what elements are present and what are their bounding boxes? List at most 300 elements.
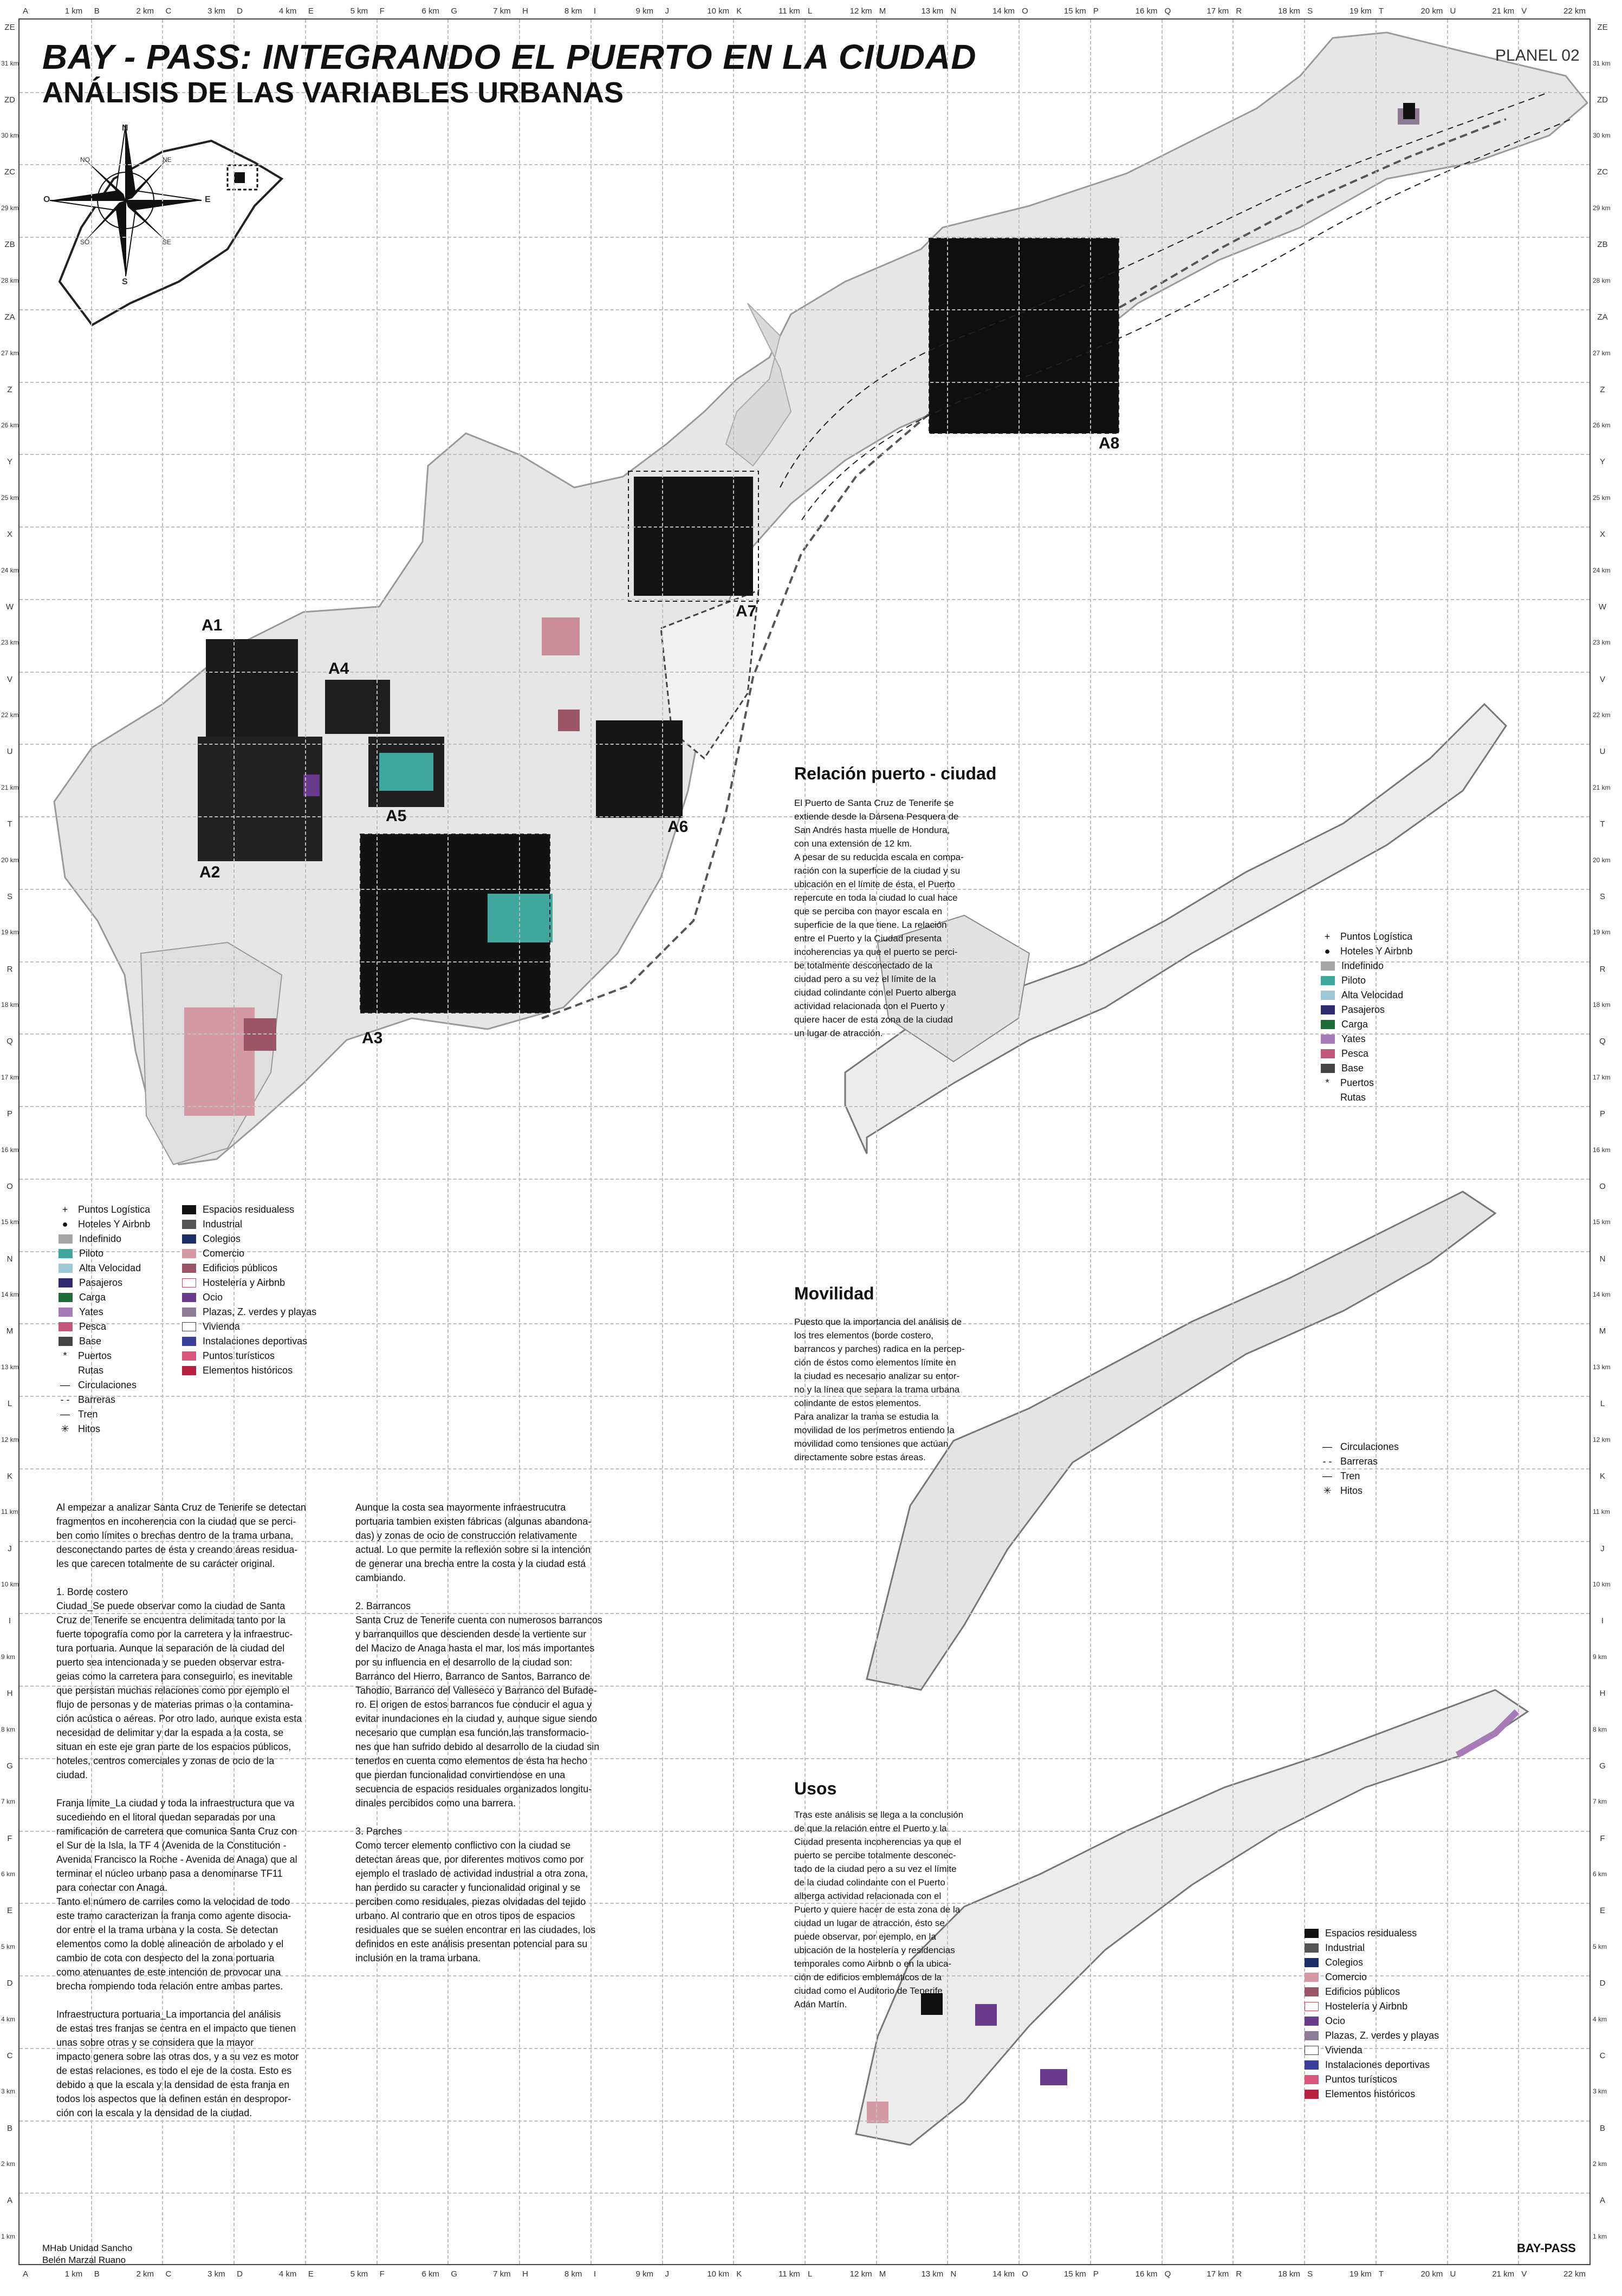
grid-row-km-left: 12 km xyxy=(1,1435,19,1443)
legend-label: Comercio xyxy=(1325,1972,1367,1982)
legend-label: Edificios públicos xyxy=(1325,1986,1400,1997)
section-usos-text: Tras este análisis se llega a la conclusión de que la relación entre el Puerto y la Ciudad presenta incoherencias ya que el puerto se percibe totalmente desconec- tado de la ciudad pero a su vez el límite de la ciudad colindante con el Puerto alberga actividad relacionada con el Puerto y quiere hacer de esta zona de la ciudad un lugar de atracción, ésto se puede observar, por ejemplo, en la ubicación de la hostelería y residencias temporales como Airbnb o en la ubica- ción de edificios emblemáticos de la ciudad como el Auditorio de Tenerife Adán Martín. xyxy=(794,1810,964,2009)
legend-label: Hitos xyxy=(1340,1485,1363,1496)
grid-col-letter-bottom: O xyxy=(1022,2269,1028,2279)
grid-row-km-right: 27 km xyxy=(1593,349,1611,357)
compass-label-no: NO xyxy=(80,156,90,164)
grid-line-horizontal xyxy=(20,599,1589,600)
area-label-a6: A6 xyxy=(667,818,689,836)
grid-row-km-left: 19 km xyxy=(1,928,19,936)
panel-id: PLANEL 02 xyxy=(1495,47,1580,64)
legend-symbol: — xyxy=(60,1380,70,1390)
grid-row-letter-right: H xyxy=(1599,1689,1606,1699)
author-2: Belén Marzal Ruano xyxy=(42,2255,126,2265)
legend-swatch xyxy=(182,1337,196,1346)
grid-row-km-left: 21 km xyxy=(1,783,19,791)
legend-swatch xyxy=(1305,2046,1319,2055)
grid-col-letter-top: O xyxy=(1022,6,1028,16)
legend-entry xyxy=(1321,929,1412,944)
legend-symbol: + xyxy=(1324,931,1331,942)
legend-entry xyxy=(1305,1970,1439,1985)
grid-km-label-top: 14 km xyxy=(992,6,1015,16)
grid-km-label-top: 10 km xyxy=(707,6,730,16)
grid-row-km-right: 4 km xyxy=(1593,2015,1607,2023)
compass-label-n: N xyxy=(122,123,128,133)
grid-km-label-bottom: 4 km xyxy=(278,2269,297,2279)
legend-entry xyxy=(59,1246,150,1261)
grid-row-letter-right: T xyxy=(1600,819,1605,829)
grid-km-label-bottom: 1 km xyxy=(64,2269,83,2279)
grid-row-letter-left: G xyxy=(7,1761,13,1771)
legend-entry xyxy=(182,1349,316,1363)
grid-km-label-bottom: 10 km xyxy=(707,2269,730,2279)
grid-row-letter-left: A xyxy=(7,2196,12,2206)
grid-col-letter-bottom: K xyxy=(736,2269,742,2279)
area-label-a3: A3 xyxy=(362,1029,383,1047)
grid-row-letter-left: P xyxy=(7,1109,12,1119)
legend-entry xyxy=(182,1305,316,1319)
grid-row-letter-left: D xyxy=(7,1979,13,1988)
legend-swatch xyxy=(1321,1020,1335,1029)
area-label-a7: A7 xyxy=(736,602,757,620)
legend-label: Barreras xyxy=(1340,1456,1378,1467)
legend-entry xyxy=(59,1202,150,1217)
grid-col-letter-top: L xyxy=(808,6,813,16)
grid-line-vertical xyxy=(733,19,734,2264)
grid-row-km-left: 25 km xyxy=(1,494,19,502)
legend-swatch xyxy=(1305,1973,1319,1982)
grid-row-km-left: 24 km xyxy=(1,566,19,574)
grid-line-horizontal xyxy=(20,164,1589,165)
legend-label: Instalaciones deportivas xyxy=(203,1336,308,1347)
grid-row-km-left: 10 km xyxy=(1,1580,19,1589)
legend-entry xyxy=(59,1276,150,1290)
grid-col-letter-bottom: C xyxy=(165,2269,172,2279)
grid-row-km-right: 14 km xyxy=(1593,1291,1611,1299)
grid-col-letter-top: R xyxy=(1236,6,1242,16)
legend-entry xyxy=(1321,944,1412,959)
grid-row-km-left: 28 km xyxy=(1,276,19,284)
grid-row-km-left: 2 km xyxy=(1,2160,16,2168)
grid-line-vertical xyxy=(1162,19,1163,2264)
legend-swatch xyxy=(1305,2060,1319,2070)
grid-row-letter-right: O xyxy=(1599,1181,1606,1191)
grid-km-label-bottom: 21 km xyxy=(1492,2269,1515,2279)
legend-entry xyxy=(59,1319,150,1334)
grid-col-letter-bottom: I xyxy=(593,2269,596,2279)
grid-row-letter-right: ZE xyxy=(1597,23,1608,32)
legend-swatch xyxy=(1305,2031,1319,2040)
grid-row-letter-right: D xyxy=(1599,1979,1606,1988)
legend-entry xyxy=(1321,1061,1412,1076)
legend-swatch xyxy=(59,1249,73,1258)
legend-swatch xyxy=(182,1308,196,1317)
legend-label: Edificios públicos xyxy=(203,1263,278,1273)
grid-row-km-left: 6 km xyxy=(1,1870,16,1878)
grid-row-letter-left: H xyxy=(7,1689,13,1699)
grid-row-letter-left: ZC xyxy=(4,167,15,177)
legend-entry xyxy=(1321,988,1412,1003)
legend-symbol: - - xyxy=(60,1394,70,1405)
grid-row-km-left: 18 km xyxy=(1,1001,19,1009)
legend-symbol: * xyxy=(1325,1077,1329,1088)
grid-row-letter-left: Y xyxy=(7,457,12,467)
legend-swatch xyxy=(182,1278,196,1287)
grid-row-km-right: 20 km xyxy=(1593,856,1611,864)
legend-swatch xyxy=(182,1366,196,1375)
grid-row-letter-right: M xyxy=(1599,1326,1606,1336)
legend-label: Ocio xyxy=(203,1292,223,1303)
legend-label: Puertos xyxy=(1340,1077,1374,1088)
grid-line-horizontal xyxy=(20,526,1589,528)
grid-row-km-right: 2 km xyxy=(1593,2160,1607,2168)
grid-col-letter-top: I xyxy=(593,6,596,16)
grid-col-letter-top: P xyxy=(1093,6,1099,16)
grid-line-horizontal xyxy=(20,1106,1589,1107)
grid-col-letter-top: U xyxy=(1450,6,1456,16)
grid-row-letter-left: B xyxy=(7,2123,12,2133)
legend-swatch xyxy=(1305,1929,1319,1938)
legend-entry xyxy=(1321,1484,1399,1498)
grid-km-label-bottom: 5 km xyxy=(350,2269,368,2279)
grid-row-km-right: 7 km xyxy=(1593,1798,1607,1806)
grid-row-letter-right: X xyxy=(1599,530,1605,539)
legend-swatch xyxy=(1305,2090,1319,2099)
section-movilidad-text: Puesto que la importancia del análisis de los tres elementos (borde costero, barrancos y parches) radica en la percep- ción de éstos como elementos límite en la ciudad es necesario analizar su entor- no y la línea que separa la trama urbana colindante de estos elementos. Para analizar la trama se estudia la movilidad de los perímetros entiendo la movilidad como tensiones que actúan directamente sobre estas áreas. xyxy=(794,1317,965,1462)
legend-label: Espacios residualess xyxy=(203,1204,295,1215)
brand-mark: BAY-PASS xyxy=(1517,2241,1576,2255)
grid-row-km-left: 17 km xyxy=(1,1073,19,1081)
grid-col-letter-bottom: A xyxy=(23,2269,29,2279)
legend-label: Tren xyxy=(78,1409,98,1420)
grid-km-label-top: 11 km xyxy=(778,6,800,16)
legend-label: Plazas, Z. verdes y playas xyxy=(203,1306,317,1317)
legend-swatch xyxy=(59,1264,73,1273)
grid-row-km-left: 22 km xyxy=(1,711,19,719)
grid-km-label-top: 13 km xyxy=(921,6,944,16)
legend-swatch xyxy=(1321,976,1335,985)
grid-row-km-left: 31 km xyxy=(1,59,19,67)
grid-km-label-top: 17 km xyxy=(1206,6,1229,16)
area-label-a8: A8 xyxy=(1099,434,1120,452)
grid-km-label-top: 22 km xyxy=(1563,6,1586,16)
legend-swatch xyxy=(1305,1958,1319,1967)
grid-col-letter-top: H xyxy=(522,6,528,16)
grid-line-vertical xyxy=(1018,19,1020,2264)
grid-km-label-bottom: 15 km xyxy=(1063,2269,1086,2279)
legend-swatch xyxy=(1305,2002,1319,2011)
grid-line-horizontal xyxy=(20,454,1589,455)
grid-km-label-bottom: 16 km xyxy=(1135,2269,1158,2279)
grid-row-letter-left: E xyxy=(7,1906,12,1916)
legend-swatch xyxy=(1305,1987,1319,1996)
grid-row-letter-right: R xyxy=(1599,964,1606,974)
legend-label: Tren xyxy=(1340,1471,1360,1481)
legend-label: Comercio xyxy=(203,1248,245,1259)
legend-label: Rutas xyxy=(78,1365,104,1376)
grid-row-letter-left: L xyxy=(7,1399,12,1409)
legend-swatch xyxy=(1321,991,1335,1000)
grid-row-letter-left: R xyxy=(7,964,13,974)
legend-label: Rutas xyxy=(1340,1092,1366,1103)
legend-label: Instalaciones deportivas xyxy=(1325,2059,1430,2070)
legend-swatch xyxy=(1321,961,1335,971)
grid-col-letter-top: T xyxy=(1378,6,1384,16)
legend-entry xyxy=(1305,2014,1439,2028)
compass-label-e: E xyxy=(205,195,211,204)
legend-entry xyxy=(1321,1046,1412,1061)
legend-swatch xyxy=(182,1220,196,1229)
grid-row-letter-right: Y xyxy=(1599,457,1605,467)
grid-row-km-right: 31 km xyxy=(1593,59,1611,67)
section-movilidad-heading: Movilidad xyxy=(794,1284,874,1303)
legend-label: Puntos Logística xyxy=(78,1204,151,1215)
grid-row-km-right: 6 km xyxy=(1593,1870,1607,1878)
legend-label: Barreras xyxy=(78,1394,116,1405)
grid-km-label-bottom: 17 km xyxy=(1206,2269,1229,2279)
grid-line-horizontal xyxy=(20,2121,1589,2122)
legend-entry xyxy=(59,1334,150,1349)
grid-row-letter-right: N xyxy=(1599,1254,1606,1264)
legend-entry xyxy=(59,1305,150,1319)
legend-label: Circulaciones xyxy=(78,1380,137,1390)
grid-row-km-right: 13 km xyxy=(1593,1363,1611,1371)
grid-row-km-left: 27 km xyxy=(1,349,19,357)
legend-port-relacion xyxy=(1321,929,1412,1105)
legend-label: Colegios xyxy=(1325,1957,1364,1968)
grid-row-letter-right: S xyxy=(1599,892,1605,901)
legend-label: Base xyxy=(79,1336,102,1347)
legend-swatch xyxy=(1321,1049,1335,1058)
section-relacion-text: El Puerto de Santa Cruz de Tenerife se extiende desde la Dársena Pesquera de San Andrés hasta muelle de Hondura, con una extensión de 12 km. A pesar de su reducida escala en compa- ración con la superficie de la ciudad y su ubicación en el límite de ésta, el Puerto repercute en toda la ciudad lo cual hace que se perciba con mayor escala en superficie de la que tiene. La relación entre el Puerto y la Ciudad presenta incoherencias ya que el puerto se perci- be totalmente desconectado de la ciudad pero a su vez el límite de la ciudad colindante con el Puerto alberga actividad relacionada con el Puerto y quiere hacer de esta zona de la ciudad un lugar de atracción. xyxy=(794,798,964,1038)
legend-symbol: ● xyxy=(1324,946,1331,957)
legend-swatch xyxy=(182,1234,196,1244)
legend-entry xyxy=(59,1232,150,1246)
legend-entry xyxy=(1305,1941,1439,1955)
legend-entry xyxy=(1321,1454,1399,1469)
grid-col-letter-bottom: M xyxy=(879,2269,886,2279)
legend-label: Hitos xyxy=(78,1423,101,1434)
body-text-left: Al empezar a analizar Santa Cruz de Tenerife se detectan fragmentos en incoherencia con la ciudad que se perci- ben como límites o brechas dentro de la trama urbana, desconectando partes de ésta y creando áreas residua- les que carecen totalmente de su carácter original. 1. Borde costero Ciudad_Se puede observar como la ciudad de Santa Cruz de Tenerife se encuentra delimitada tanto por la fuerte topografía como por la carretera y la infraestruc- tura portuaria. Aunque la separación de la ciudad del puerto sea intencionada y se pueden observar estra- geias como la carretera para conseguirlo, es inevitable que persistan muchas relaciones como por ejemplo el flujo de personas y de materias primas o la contamina- ción acústica o aéreas. Por otro lado, aunque exista esta necesidad de delimitar y dar la espada a la costa, se situan en este eje gran parte de los espacios públicos, hoteles, centros comerciales y zonas de ocio de la ciudad. Franja límite_La ciudad y toda la infraestructura que va sucediendo en el litoral quedan separadas por una ramificación de carretera que comunica Santa Cruz con el Sur de la Isla, la TF 4 (Avenida de la Constitución - Avenida Francisco la Roche - Avenida de Anaga) que al terminar el núcleo urbano pasa a denominarse TF11 para conectar con Anaga. Tanto el número de carriles como la velocidad de todo este tramo caracterizan la franja como agente disocia- dor entre el la trama urbana y la costa. Se detectan elementos como la doble alineación de arbolado y el cambio de cota con despecto del la zona portuaria como atenuantes de este intención de provocar una brecha rompiendo toda relación entre ambas partes. Infraestructura portuaria_La importancia del análisis de estas tres franjas se centra en el impacto que tienen unas sobre otras y se considera que la mayor impacto genera sobre las otras dos, y a su vez es motor de estas relaciones, es todo el eje de la costa. Esto es debido a que la escala y la densidad de esta franja en todos los aspectos que la definen están en despropor- ción con la escala y la densidad de la ciudad. xyxy=(56,1502,306,2118)
legend-symbol: - - xyxy=(1322,1456,1332,1467)
legend-label: Indefinido xyxy=(79,1233,122,1244)
grid-row-km-right: 8 km xyxy=(1593,1725,1607,1733)
grid-col-letter-bottom: T xyxy=(1378,2269,1384,2279)
grid-km-label-bottom: 6 km xyxy=(421,2269,439,2279)
grid-row-letter-left: C xyxy=(7,2051,13,2060)
grid-km-label-bottom: 13 km xyxy=(921,2269,944,2279)
legend-entry xyxy=(182,1276,316,1290)
grid-row-letter-right: G xyxy=(1599,1761,1606,1771)
grid-col-letter-bottom: U xyxy=(1450,2269,1456,2279)
grid-line-horizontal xyxy=(20,309,1589,310)
grid-col-letter-top: A xyxy=(23,6,29,16)
legend-mobility-main xyxy=(59,1378,137,1436)
grid-row-km-left: 29 km xyxy=(1,204,19,212)
legend-entry xyxy=(59,1290,150,1305)
grid-row-km-left: 15 km xyxy=(1,1218,19,1226)
grid-row-km-right: 16 km xyxy=(1593,1146,1611,1154)
grid-row-letter-right: ZD xyxy=(1597,95,1608,105)
grid-row-km-right: 19 km xyxy=(1593,928,1611,936)
grid-row-km-left: 16 km xyxy=(1,1146,19,1154)
grid-km-label-top: 16 km xyxy=(1135,6,1158,16)
legend-symbol: * xyxy=(63,1350,67,1361)
grid-row-letter-left: Z xyxy=(7,385,12,394)
grid-line-horizontal xyxy=(20,672,1589,673)
grid-row-letter-left: V xyxy=(7,674,12,684)
grid-row-letter-left: ZA xyxy=(4,312,15,322)
grid-row-letter-right: F xyxy=(1600,1833,1605,1843)
legend-symbol: ✳ xyxy=(61,1423,69,1434)
legend-label: Vivienda xyxy=(203,1321,240,1332)
legend-entry xyxy=(182,1232,316,1246)
legend-label: Plazas, Z. verdes y playas xyxy=(1325,2030,1439,2041)
legend-entry xyxy=(59,1363,150,1378)
legend-entry xyxy=(1321,1017,1412,1032)
grid-row-letter-right: J xyxy=(1600,1544,1605,1553)
grid-km-label-top: 4 km xyxy=(278,6,297,16)
legend-entry xyxy=(1321,1032,1412,1046)
compass-label-s: S xyxy=(122,277,128,287)
legend-entry xyxy=(1321,959,1412,973)
grid-row-km-right: 22 km xyxy=(1593,711,1611,719)
grid-row-km-right: 25 km xyxy=(1593,494,1611,502)
grid-row-km-right: 3 km xyxy=(1593,2087,1607,2096)
grid-row-km-right: 5 km xyxy=(1593,1942,1607,1950)
legend-entry xyxy=(1321,1076,1412,1090)
legend-label: Vivienda xyxy=(1325,2045,1363,2056)
grid-row-letter-right: I xyxy=(1601,1616,1604,1626)
grid-km-label-bottom: 9 km xyxy=(635,2269,654,2279)
legend-label: Espacios residualess xyxy=(1325,1928,1417,1939)
grid-col-letter-top: M xyxy=(879,6,886,16)
grid-row-km-right: 11 km xyxy=(1593,1508,1610,1516)
legend-swatch xyxy=(1305,2017,1319,2026)
grid-row-km-left: 26 km xyxy=(1,421,19,430)
grid-km-label-bottom: 2 km xyxy=(136,2269,154,2279)
grid-col-letter-bottom: P xyxy=(1093,2269,1099,2279)
grid-km-label-top: 5 km xyxy=(350,6,368,16)
legend-label: Pasajeros xyxy=(1341,1004,1385,1015)
grid-row-km-left: 11 km xyxy=(1,1508,18,1516)
grid-row-letter-left: W xyxy=(5,602,14,612)
grid-row-letter-left: X xyxy=(7,530,12,539)
legend-label: Colegios xyxy=(203,1233,241,1244)
legend-entry xyxy=(1305,1999,1439,2014)
grid-km-label-top: 7 km xyxy=(493,6,511,16)
grid-col-letter-bottom: S xyxy=(1307,2269,1313,2279)
footer-authors xyxy=(42,2242,132,2266)
grid-col-letter-top: N xyxy=(950,6,957,16)
legend-swatch xyxy=(1305,2075,1319,2084)
legend-label: Piloto xyxy=(79,1248,104,1259)
legend-label: Puntos turísticos xyxy=(1325,2074,1398,2085)
legend-entry xyxy=(1305,2072,1439,2087)
legend-entry xyxy=(182,1202,316,1217)
legend-entry xyxy=(182,1319,316,1334)
grid-col-letter-bottom: D xyxy=(237,2269,243,2279)
grid-row-km-right: 28 km xyxy=(1593,276,1611,284)
grid-km-label-top: 19 km xyxy=(1349,6,1372,16)
legend-label: Hoteles Y Airbnb xyxy=(1340,946,1413,957)
grid-row-letter-right: W xyxy=(1598,602,1607,612)
legend-entry xyxy=(59,1422,137,1436)
grid-km-label-bottom: 22 km xyxy=(1563,2269,1586,2279)
body-text-right: Aunque la costa sea mayormente infraestrucutra portuaria tambien existen fábricas (algunas abandona- das) y zonas de ocio de construcción relativamente actual. Lo que permite la reflexión sobre si la intención de generar una brecha entre la costa y la ciudad está cambiando. 2. Barrancos Santa Cruz de Tenerife cuenta con numerosos barrancos y barranquillos que descienden desde la vertiente sur del Macizo de Anaga hasta el mar, los más importantes por su influencia en el desarrollo de la ciudad son: Barranco del Hierro, Barranco de Santos, Barranco de Tahodio, Barranco del Valleseco y Barranco del Bufade- ro. El origen de estos barrancos fue conducir el agua y evitar inundaciones en la ciudad y, aunque sigue siendo necesario que cumplan esa función,las transformacio- nes que han sufrido debido al desarrollo de la ciudad sin tenerlos en cuenta como elementos de ésta ha hecho que pierdan funcionalidad convirtiendose en una secuencia de espacios residuales organizados longitu- dinales percibidos como una barrera. 3. Parches Como tercer elemento conflictivo con la ciudad se detectan áreas que, por diferentes motivos como por ejemplo el traslado de actividad industrial a otra zona, han perdido su caracter y funcionalidad original y se perciben como residuales, piezas olvidadas del tejido urbano. Al contrario que en otros tipos de espacios residuales que se suelen encontrar en las ciudades, los definidos en este análisis presentan potencial para su inclusión en la trama urbana. xyxy=(355,1502,602,1963)
section-relacion-heading: Relación puerto - ciudad xyxy=(794,764,997,783)
legend-label: Alta Velocidad xyxy=(1341,990,1404,1000)
grid-row-km-right: 29 km xyxy=(1593,204,1611,212)
legend-swatch xyxy=(1321,1064,1335,1073)
grid-row-km-left: 30 km xyxy=(1,132,19,140)
grid-row-letter-left: M xyxy=(6,1326,14,1336)
grid-row-letter-right: K xyxy=(1599,1471,1605,1481)
legend-swatch xyxy=(59,1234,73,1244)
legend-label: Puertos xyxy=(78,1350,112,1361)
legend-entry xyxy=(59,1349,150,1363)
legend-entry xyxy=(59,1407,137,1422)
legend-swatch xyxy=(59,1293,73,1302)
grid-line-vertical xyxy=(1447,19,1448,2264)
grid-row-letter-right: E xyxy=(1599,1906,1605,1916)
legend-entry xyxy=(182,1246,316,1261)
legend-label: Elementos históricos xyxy=(1325,2089,1416,2099)
grid-row-km-right: 1 km xyxy=(1593,2232,1607,2240)
legend-uses-main xyxy=(182,1202,316,1378)
legend-port-main xyxy=(59,1202,150,1378)
grid-row-letter-right: U xyxy=(1599,747,1606,757)
grid-km-label-top: 6 km xyxy=(421,6,439,16)
legend-entry xyxy=(182,1217,316,1232)
grid-row-letter-left: ZE xyxy=(4,23,15,32)
legend-swatch xyxy=(182,1293,196,1302)
legend-swatch xyxy=(1305,1943,1319,1953)
grid-row-letter-left: O xyxy=(7,1181,13,1191)
grid-row-km-right: 26 km xyxy=(1593,421,1611,430)
legend-swatch xyxy=(59,1278,73,1287)
legend-label: Puntos turísticos xyxy=(203,1350,275,1361)
grid-km-label-top: 2 km xyxy=(136,6,154,16)
grid-col-letter-bottom: E xyxy=(308,2269,314,2279)
legend-entry xyxy=(1321,1003,1412,1017)
grid-col-letter-bottom: Q xyxy=(1164,2269,1171,2279)
grid-row-km-left: 4 km xyxy=(1,2015,16,2023)
grid-col-letter-top: F xyxy=(379,6,385,16)
grid-row-km-right: 30 km xyxy=(1593,132,1611,140)
grid-row-km-right: 23 km xyxy=(1593,639,1611,647)
grid-km-label-bottom: 11 km xyxy=(778,2269,800,2279)
legend-entry xyxy=(1305,2028,1439,2043)
grid-row-letter-right: Q xyxy=(1599,1037,1606,1046)
legend-swatch xyxy=(182,1264,196,1273)
legend-mobility-movilidad xyxy=(1321,1440,1399,1498)
grid-line-horizontal xyxy=(20,1179,1589,1180)
grid-km-label-bottom: 20 km xyxy=(1420,2269,1443,2279)
legend-label: Ocio xyxy=(1325,2015,1346,2026)
grid-row-letter-left: J xyxy=(8,1544,12,1553)
grid-col-letter-top: Q xyxy=(1164,6,1171,16)
grid-row-letter-right: V xyxy=(1599,674,1605,684)
legend-symbol: — xyxy=(60,1409,70,1420)
section-usos-heading: Usos xyxy=(794,1779,837,1798)
grid-row-letter-right: ZB xyxy=(1597,240,1608,250)
grid-km-label-top: 21 km xyxy=(1492,6,1515,16)
legend-entry xyxy=(1321,1090,1412,1105)
grid-row-km-left: 23 km xyxy=(1,639,19,647)
legend-label: Yates xyxy=(1341,1033,1366,1044)
legend-entry xyxy=(59,1261,150,1276)
